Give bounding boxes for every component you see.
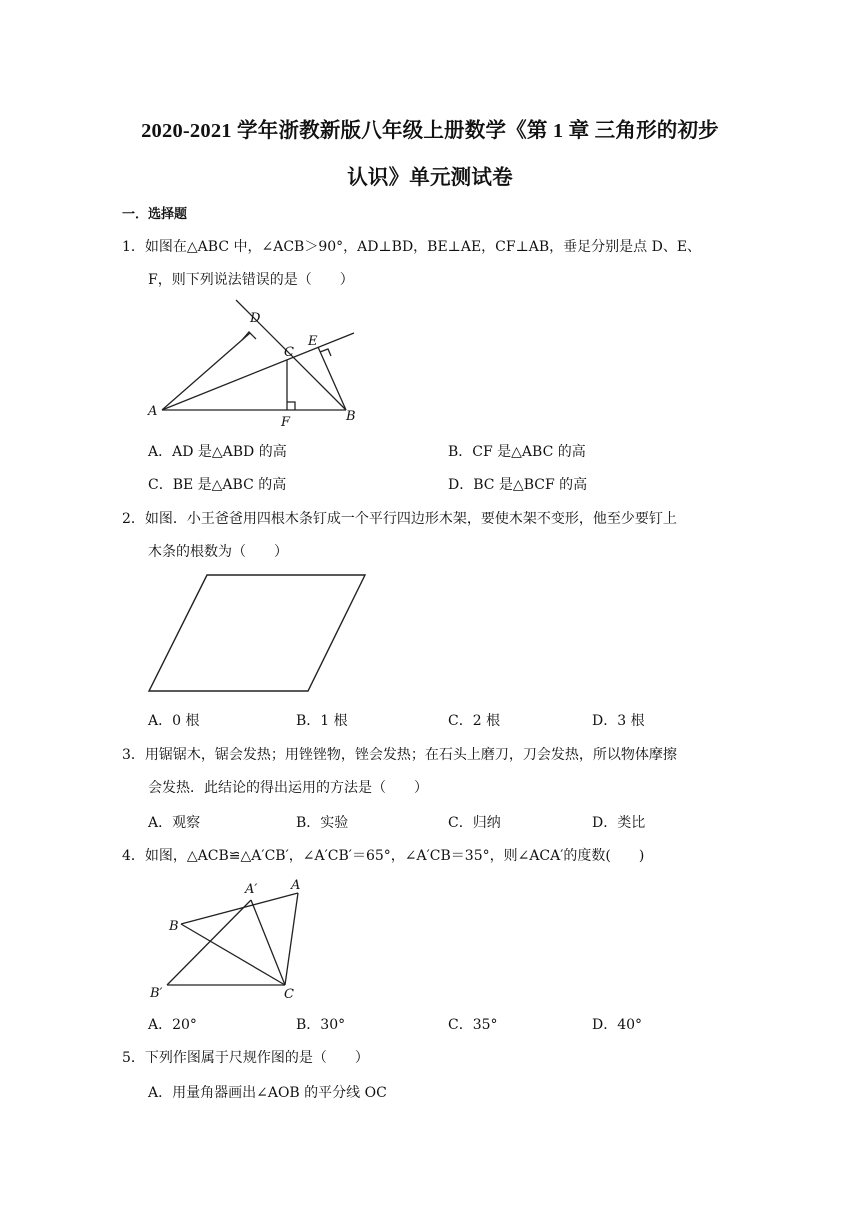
question-2-option-b: B．1 根 <box>296 713 348 729</box>
label-c: C <box>284 345 294 360</box>
segment-ac <box>285 893 298 985</box>
question-3-option-d: D．类比 <box>592 815 646 831</box>
question-1-option-b: B．CF 是△ABC 的高 <box>448 444 586 460</box>
parallelogram <box>149 575 365 691</box>
label-b-prime: B′ <box>150 986 163 1001</box>
segment-bp-ap <box>167 900 251 985</box>
label-a: A <box>291 878 301 893</box>
question-2-text-cont: 木条的根数为（ ） <box>148 544 288 560</box>
segment-ba <box>181 893 298 924</box>
question-1-figure <box>140 298 370 430</box>
label-f: F <box>281 415 291 430</box>
question-4-option-c: C．35° <box>448 1017 498 1033</box>
question-2-option-c: C．2 根 <box>448 713 501 729</box>
page-title-line-2: 认识》单元测试卷 <box>347 167 513 189</box>
question-1-option-d: D．BC 是△BCF 的高 <box>448 477 588 493</box>
question-3-option-c: C．归纳 <box>448 815 501 831</box>
question-1-text: 1．如图在△ABC 中，∠ACB＞90°，AD⊥BD，BE⊥AE，CF⊥AB，垂足分别是点 D、E、 <box>122 239 702 255</box>
question-4-option-d: D．40° <box>592 1017 643 1033</box>
label-b: B <box>169 919 179 934</box>
label-d: D <box>250 311 261 326</box>
question-3-option-b: B．实验 <box>296 815 349 831</box>
label-b: B <box>346 409 356 424</box>
question-1-option-a: A．AD 是△ABD 的高 <box>148 444 287 460</box>
label-a: A <box>148 404 158 419</box>
question-4-option-a: A．20° <box>148 1017 197 1033</box>
label-c: C <box>284 987 294 1002</box>
question-1-text-cont: F，则下列说法错误的是（ ） <box>148 272 354 288</box>
page-title: 2020-2021 学年浙教新版八年级上册数学《第 1 章 三角形的初步 <box>141 120 719 142</box>
question-3-text-cont: 会发热．此结论的得出运用的方法是（ ） <box>148 780 428 796</box>
segment-be <box>318 347 346 410</box>
question-3-text: 3．用锯锯木，锯会发热；用锉锉物，锉会发热；在石头上磨刀，刀会发热，所以物体摩擦 <box>122 747 677 763</box>
question-4-option-b: B．30° <box>296 1017 346 1033</box>
question-2-option-a: A．0 根 <box>148 713 200 729</box>
right-angle-f <box>287 402 295 410</box>
section-heading: 一．选择题 <box>122 207 188 222</box>
question-4-figure <box>145 876 315 1001</box>
question-2-option-d: D．3 根 <box>592 713 645 729</box>
question-2-text: 2．如图．小王爸爸用四根木条钉成一个平行四边形木架，要使木架不变形，他至少要钉上 <box>122 511 677 527</box>
question-3-option-a: A．观察 <box>148 815 201 831</box>
question-5-option-a: A．用量角器画出∠AOB 的平分线 OC <box>148 1085 387 1101</box>
segment-ap-c <box>251 900 285 985</box>
question-1-option-c: C．BE 是△ABC 的高 <box>148 477 287 493</box>
question-5-text: 5．下列作图属于尺规作图的是（ ） <box>122 1050 369 1066</box>
question-2-figure <box>145 570 370 696</box>
line-ae <box>162 333 354 410</box>
segment-ad <box>162 333 250 410</box>
label-a-prime: A′ <box>245 882 258 897</box>
label-e: E <box>308 334 318 349</box>
question-4-text: 4．如图，△ACB≌△A′CB′，∠A′CB′＝65°，∠A′CB＝35°，则∠ACA′的度数( ) <box>122 848 645 864</box>
